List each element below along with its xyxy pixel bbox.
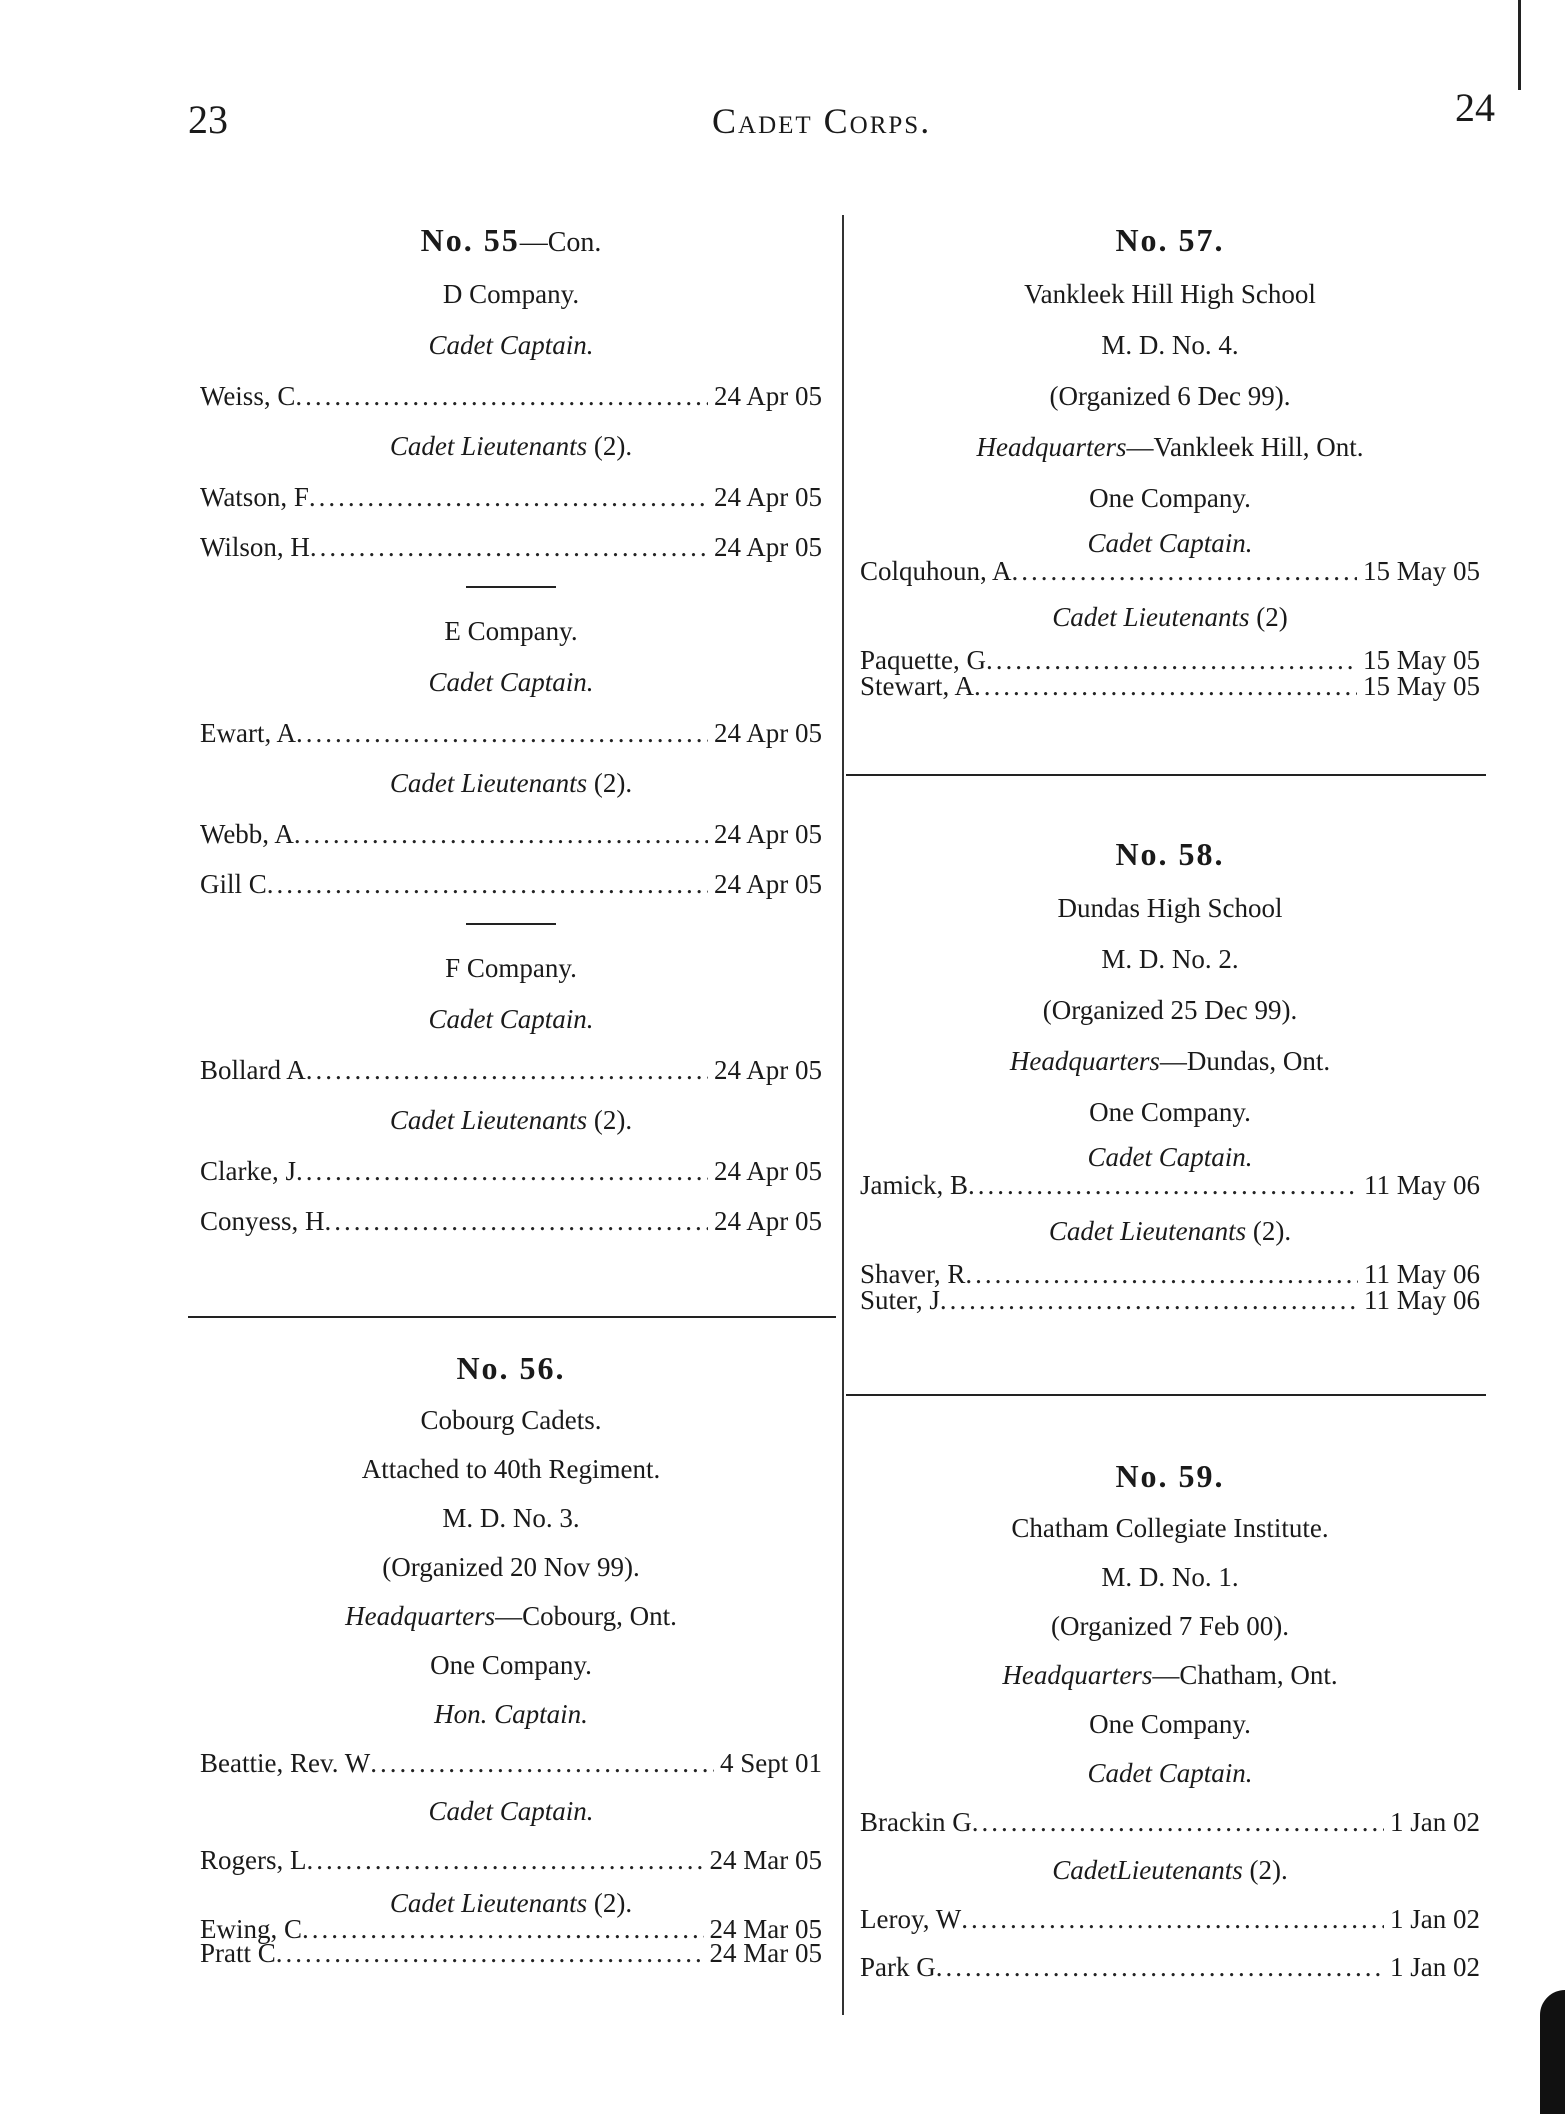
entry-date: 24 Mar 05 (709, 1914, 822, 1944)
list-item (860, 647, 1480, 673)
no57-headquarters: Headquarters—Vankleek Hill, Ont. (976, 432, 1364, 462)
section-divider (466, 586, 556, 588)
column-divider (842, 215, 844, 2015)
no55-suffix: —Con. (519, 227, 602, 258)
entry-date: 24 Apr 05 (714, 1156, 822, 1186)
no56-hon-label: Hon. Captain. (434, 1699, 588, 1729)
no57-organized: (Organized 6 Dec 99). (1049, 381, 1291, 411)
entry-date: 1 Jan 02 (1390, 1807, 1480, 1837)
e-company-title: E Company. (444, 616, 578, 646)
running-title: Cadet Corps. (712, 101, 932, 141)
page-corner-shadow (1540, 1990, 1565, 2114)
no56-section (200, 1350, 822, 1968)
entry-date: 24 Apr 05 (714, 1055, 822, 1085)
entry-date: 15 May 05 (1363, 645, 1480, 675)
no58-heading: No. 58. (1115, 836, 1225, 872)
entry-name: Webb, A (200, 819, 294, 849)
entry-name: Stewart, A (860, 671, 974, 701)
no56-headquarters: Headquarters—Cobourg, Ont. (345, 1601, 677, 1631)
entry-name: Park G (860, 1952, 936, 1982)
entry-name: Brackin G (860, 1807, 972, 1837)
no59-captain-label: Cadet Captain. (1087, 1758, 1253, 1788)
no56-captain-label: Cadet Captain. (428, 1796, 594, 1826)
list-item (200, 869, 822, 899)
list-item (860, 1904, 1480, 1934)
entry-name: Weiss, C (200, 381, 296, 411)
no59-name: Chatham Collegiate Institute. (1011, 1513, 1329, 1543)
no56-companies: One Company. (430, 1650, 592, 1680)
d-company-title: D Company. (442, 279, 580, 309)
no58-captain-label: Cadet Captain. (1087, 1142, 1253, 1172)
no57-heading: No. 57. (1115, 222, 1225, 258)
entry-date: 24 Apr 05 (714, 718, 822, 748)
list-item (860, 1952, 1480, 1982)
entry-name: Ewart, A (200, 718, 296, 748)
no58-md: M. D. No. 2. (1101, 944, 1239, 974)
entry-name: Beattie, Rev. W (200, 1748, 371, 1778)
entry-name: Bollard A (200, 1055, 306, 1085)
no56-organized: (Organized 20 Nov 99). (382, 1552, 640, 1582)
list-item (200, 381, 822, 411)
no58-section (860, 836, 1480, 1313)
list-item (860, 1807, 1480, 1837)
no56-attached: Attached to 40th Regiment. (361, 1454, 661, 1484)
entry-date: 24 Apr 05 (714, 819, 822, 849)
list-item (200, 532, 822, 562)
no57-captain-label: Cadet Captain. (1087, 528, 1253, 558)
entry-name: Pratt C (200, 1938, 276, 1968)
entry-date: 1 Jan 02 (1390, 1952, 1480, 1982)
no55-number: No. 55 (420, 222, 520, 258)
page-edge-mark (1518, 0, 1521, 90)
no57-lieut-label: Cadet Lieutenants (2) (1052, 602, 1288, 632)
f-company-lieut-label: Cadet Lieutenants (2). (389, 1105, 633, 1135)
entry-date: 4 Sept 01 (719, 1748, 822, 1778)
no58-lieut-label: Cadet Lieutenants (2). (1048, 1216, 1292, 1246)
list-item (200, 482, 822, 512)
f-company-captain-label: Cadet Captain. (428, 1004, 594, 1034)
entry-date: 24 Apr 05 (714, 381, 822, 411)
no59-organized: (Organized 7 Feb 00). (1051, 1611, 1289, 1641)
entry-name: Leroy, W (860, 1904, 962, 1934)
section-rule (846, 1394, 1486, 1396)
no57-companies: One Company. (1089, 483, 1251, 513)
left-column (200, 222, 822, 1256)
f-company-title: F Company. (445, 953, 577, 983)
entry-date: 24 Mar 05 (709, 1938, 822, 1968)
no57-md: M. D. No. 4. (1101, 330, 1239, 360)
section-rule (188, 1316, 836, 1318)
entry-name: Paquette, G (860, 645, 986, 675)
list-item (200, 819, 822, 849)
entry-name: Colquhoun, A (860, 556, 1012, 586)
entry-name: Rogers, L (200, 1845, 307, 1875)
no56-lieut-label: Cadet Lieutenants (2). (389, 1888, 633, 1918)
section-divider (466, 923, 556, 925)
entry-date: 15 May 05 (1363, 671, 1480, 701)
entry-date: 11 May 06 (1364, 1285, 1480, 1315)
entry-name: Watson, F (200, 482, 309, 512)
no59-md: M. D. No. 1. (1101, 1562, 1239, 1592)
entry-name: Wilson, H (200, 532, 310, 562)
list-item (200, 1938, 822, 1968)
no55-heading (200, 222, 822, 259)
no58-organized: (Organized 25 Dec 99). (1042, 995, 1298, 1025)
left-page-number: 23 (188, 97, 228, 142)
right-page-number: 24 (1455, 85, 1495, 130)
entry-date: 24 Apr 05 (714, 532, 822, 562)
entry-date: 24 Apr 05 (714, 1206, 822, 1236)
entry-date: 24 Apr 05 (714, 482, 822, 512)
no56-md: M. D. No. 3. (442, 1503, 580, 1533)
section-rule (846, 774, 1486, 776)
entry-date: 15 May 05 (1363, 556, 1480, 586)
e-company-lieut-label: Cadet Lieutenants (2). (389, 768, 633, 798)
list-item (860, 556, 1480, 586)
entry-name: Gill C (200, 869, 267, 899)
list-item (200, 1206, 822, 1236)
no59-lieut-label: CadetLieutenants (2). (1052, 1855, 1288, 1885)
entry-name: Ewing, C (200, 1914, 303, 1944)
entry-name: Jamick, B (860, 1170, 968, 1200)
entry-name: Conyess, H (200, 1206, 325, 1236)
no58-name: Dundas High School (1057, 893, 1283, 923)
list-item (860, 1170, 1480, 1200)
entry-date: 11 May 06 (1364, 1259, 1480, 1289)
list-item (860, 1261, 1480, 1287)
entry-name: Shaver, R (860, 1259, 966, 1289)
no56-name: Cobourg Cadets. (420, 1405, 602, 1435)
entry-date: 24 Apr 05 (714, 869, 822, 899)
e-company-captain-label: Cadet Captain. (428, 667, 594, 697)
no59-companies: One Company. (1089, 1709, 1251, 1739)
no59-heading: No. 59. (1115, 1458, 1225, 1494)
list-item (200, 1156, 822, 1186)
d-company-captain-label: Cadet Captain. (428, 330, 594, 360)
no59-headquarters: Headquarters—Chatham, Ont. (1002, 1660, 1338, 1690)
no56-heading: No. 56. (456, 1350, 566, 1386)
list-item (860, 1287, 1480, 1313)
entry-date: 11 May 06 (1364, 1170, 1480, 1200)
list-item (200, 718, 822, 748)
entry-name: Suter, J (860, 1285, 940, 1315)
entry-date: 24 Mar 05 (709, 1845, 822, 1875)
list-item (860, 673, 1480, 699)
list-item (200, 1748, 822, 1778)
no57-name: Vankleek Hill High School (1024, 279, 1316, 309)
no58-headquarters: Headquarters—Dundas, Ont. (1009, 1046, 1331, 1076)
d-company-lieut-label: Cadet Lieutenants (2). (389, 431, 633, 461)
no59-section (860, 1458, 1480, 1982)
entry-date: 1 Jan 02 (1390, 1904, 1480, 1934)
entry-name: Clarke, J (200, 1156, 296, 1186)
no57-section (860, 222, 1480, 699)
list-item (200, 1055, 822, 1085)
list-item (200, 1845, 822, 1875)
no58-companies: One Company. (1089, 1097, 1251, 1127)
